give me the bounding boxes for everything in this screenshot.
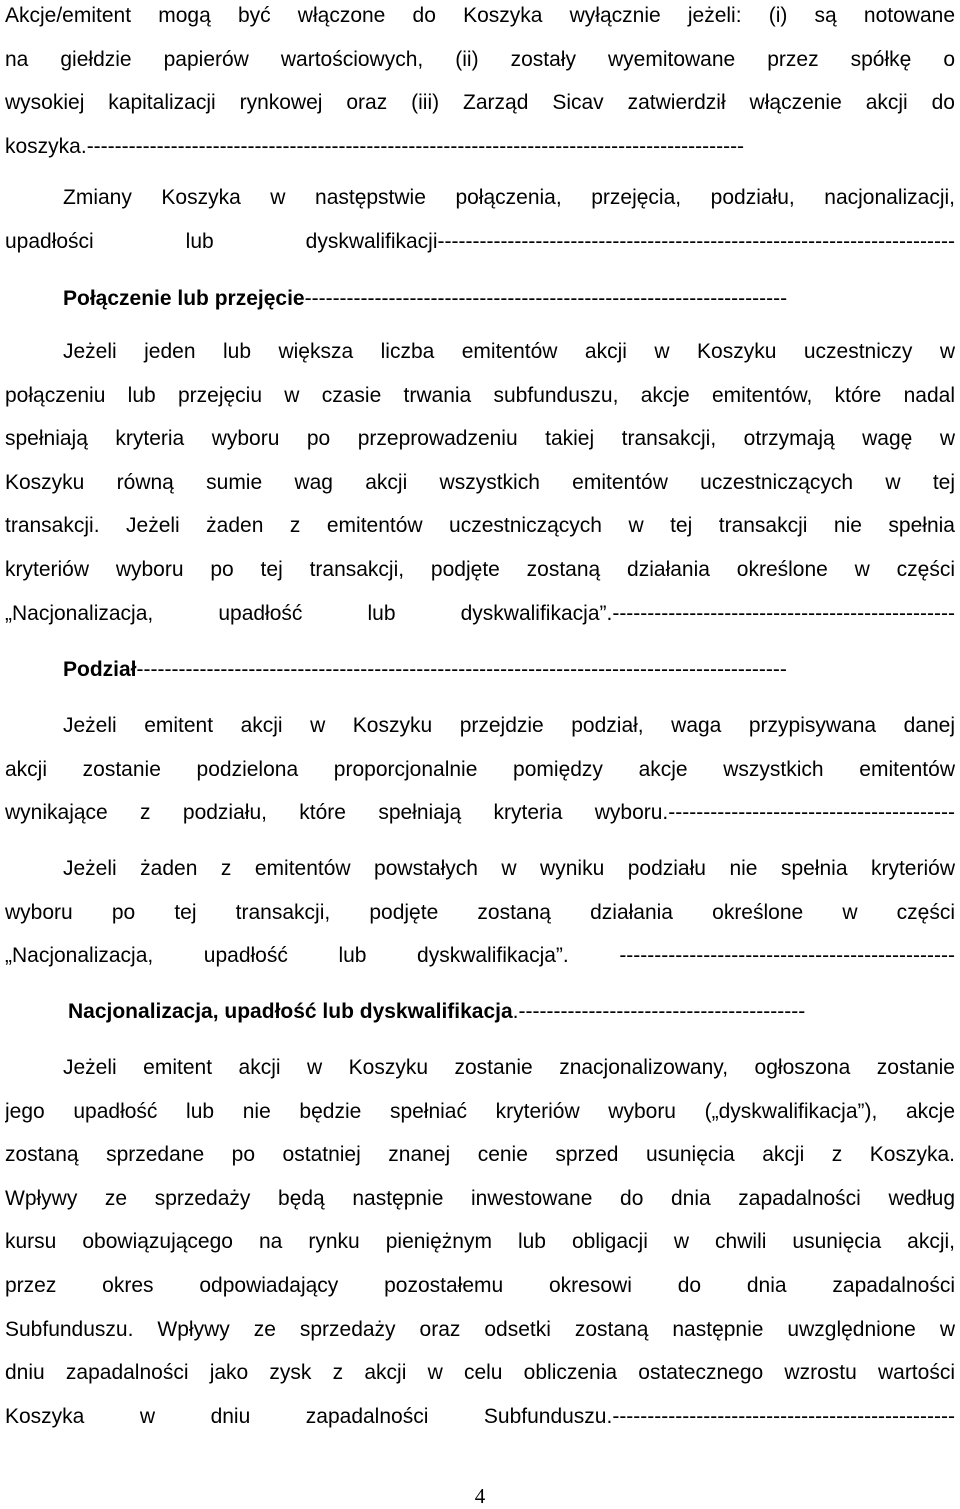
- text-line: wyboru po tej transakcji, podjęte zostaną działania określone w części: [5, 900, 955, 924]
- heading-merger-text: Połączenie lub przejęcie: [63, 287, 305, 310]
- heading-nationalization: [5, 990, 955, 1034]
- heading-split-dashes: ---------------------------------------------------------------------------------------------: [136, 658, 787, 681]
- heading-split-text: Podział: [63, 658, 137, 681]
- heading-nationalization-text: Nacjonalizacja, upadłość lub dyskwalifikacja: [68, 1000, 513, 1023]
- text-line: Jeżeli emitent akcji w Koszyku zostanie znacjonalizowany, ogłoszona zostanie: [63, 1056, 955, 1079]
- page-number: 4: [474, 1484, 486, 1508]
- text-line: Jeżeli emitent akcji w Koszyku przejdzie podział, waga przypisywana danej: [63, 714, 955, 737]
- heading-merger-dashes: ---------------------------------------------------------------------: [304, 287, 788, 310]
- text-line: Jeżeli jeden lub większa liczba emitentów akcji w Koszyku uczestniczy w: [63, 340, 955, 363]
- text-line: Koszyku równą sumie wag akcji wszystkich emitentów uczestniczących w tej: [5, 470, 955, 494]
- text-line: wynikające z podziału, które spełniają kryteria wyboru.-----------------------------------------: [5, 801, 955, 825]
- text-line: przez okres odpowiadający pozostałemu okresowi do dnia zapadalności: [5, 1273, 955, 1297]
- text-line: koszyka.----------------------------------------------------------------------------------------------: [5, 134, 745, 158]
- text-line: upadłości lub dyskwalifikacji--------------------------------------------------------------------------: [5, 229, 955, 253]
- text-line: akcji zostanie podzielona proporcjonalnie pomiędzy akcje wszystkich emitentów: [5, 757, 955, 781]
- text-line: wysokiej kapitalizacji rynkowej oraz (iii) Zarząd Sicav zatwierdził włączenie akcji do: [5, 91, 955, 115]
- text-line: Koszyka w dniu zapadalności Subfunduszu.-------------------------------------------------: [5, 1404, 955, 1428]
- text-line: jego upadłość lub nie będzie spełniać kryteriów wyboru („dyskwalifikacja”), akcje: [5, 1099, 955, 1123]
- text-line: połączeniu lub przejęciu w czasie trwania subfunduszu, akcje emitentów, które nadal: [5, 383, 955, 407]
- text-line: Subfunduszu. Wpływy ze sprzedaży oraz odsetki zostaną następnie uwzględnione w: [5, 1317, 955, 1341]
- paragraph-split-1: [5, 704, 955, 835]
- text-line: Jeżeli żaden z emitentów powstałych w wyniku podziału nie spełnia kryteriów: [63, 857, 955, 880]
- paragraph-merger: [5, 330, 955, 635]
- text-line: zostaną sprzedane po ostatniej znanej cenie sprzed usunięcia akcji z Koszyka.: [5, 1143, 955, 1167]
- text-line: spełniają kryteria wyboru po przeprowadzeniu takiej transakcji, otrzymają wagę w: [5, 427, 955, 451]
- text-line: na giełdzie papierów wartościowych, (ii) zostały wyemitowane przez spółkę o: [5, 47, 955, 71]
- text-line: „Nacjonalizacja, upadłość lub dyskwalifikacja”. ------------------------------------------------: [5, 944, 955, 968]
- text-line: kryteriów wyboru po tej transakcji, podjęte zostaną działania określone w części: [5, 557, 955, 581]
- text-line: Zmiany Koszyka w następstwie połączenia, przejęcia, podziału, nacjonalizacji,: [63, 186, 955, 209]
- heading-merger: [5, 277, 955, 321]
- paragraph-basket-eligibility: [5, 0, 955, 168]
- heading-split: [5, 648, 955, 692]
- paragraph-nationalization: [5, 1046, 955, 1438]
- heading-nationalization-dashes: .-----------------------------------------: [512, 1000, 806, 1023]
- paragraph-split-2: [5, 847, 955, 978]
- text-line: Wpływy ze sprzedaży będą następnie inwestowane do dnia zapadalności według: [5, 1186, 955, 1210]
- text-line: kursu obowiązującego na rynku pieniężnym lub obligacji w chwili usunięcia akcji,: [5, 1230, 955, 1254]
- text-line: Akcje/emitent mogą być włączone do Koszyka wyłącznie jeżeli: (i) są notowane: [5, 4, 955, 27]
- text-line: transakcji. Jeżeli żaden z emitentów uczestniczących w tej transakcji nie spełnia: [5, 514, 955, 538]
- text-line: „Nacjonalizacja, upadłość lub dyskwalifikacja”.-------------------------------------------------: [5, 601, 955, 625]
- text-line: dniu zapadalności jako zysk z akcji w celu obliczenia ostatecznego wzrostu wartości: [5, 1361, 955, 1385]
- section-title-basket-changes: [5, 176, 955, 263]
